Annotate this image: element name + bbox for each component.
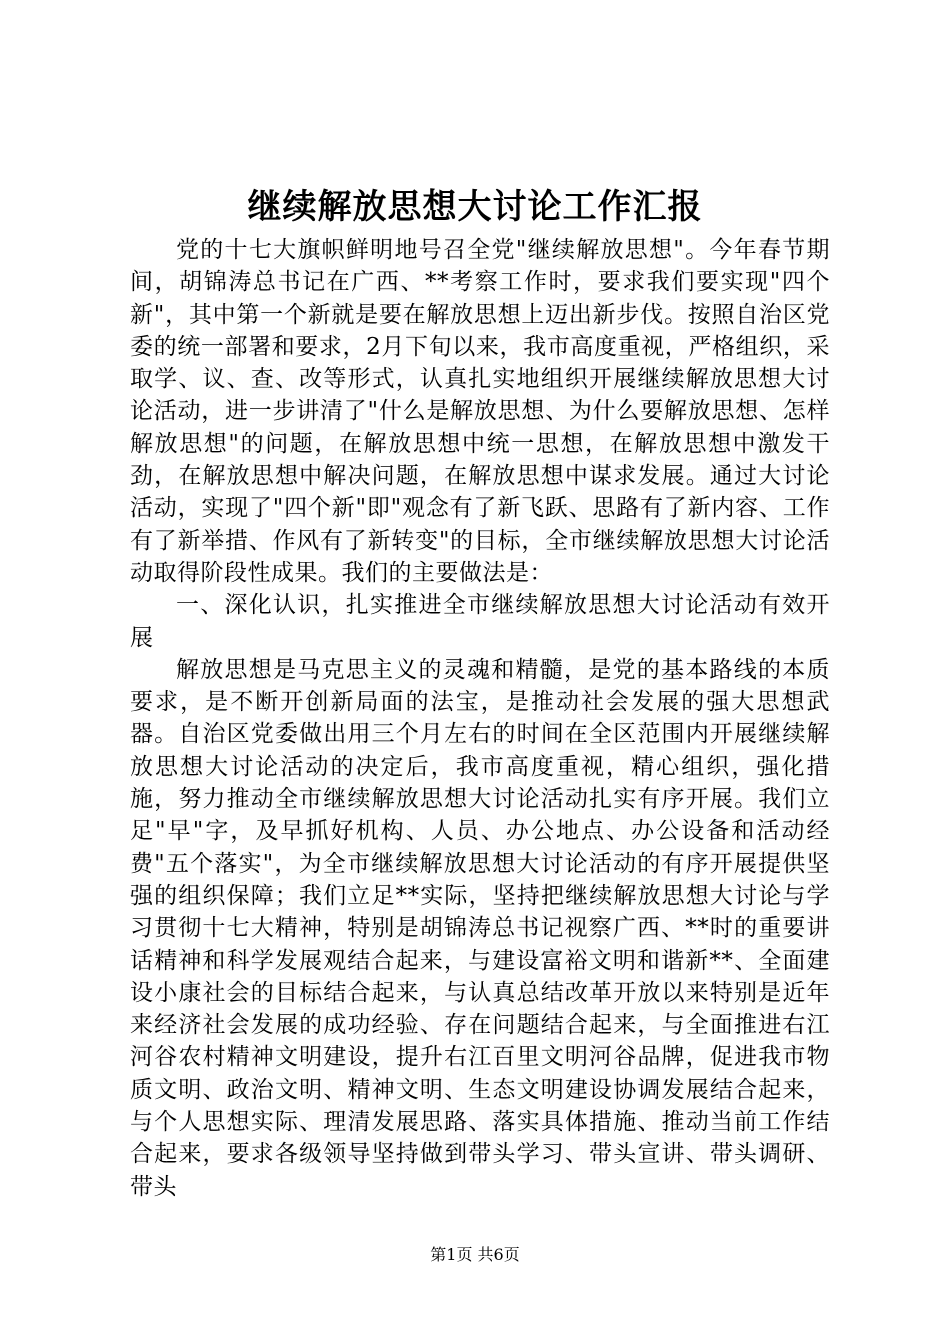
document-title: 继续解放思想大讨论工作汇报	[247, 187, 703, 227]
section-heading-1: 一、深化认识，扎实推进全市继续解放思想大讨论活动有效开展	[130, 592, 830, 651]
paragraph-section-1: 解放思想是马克思主义的灵魂和精髓，是党的基本路线的本质要求，是不断开创新局面的法宝，是推动社会发展的强大思想武器。自治区党委做出用三个月左右的时间在全区范围内开展继续解放思想大讨论活动的决定后，我市高度重视，精心组织，强化措施，努力推动全市继续解放思想大讨论活动扎实有序开展。我们立足"早"字，及早抓好机构、人员、办公地点、办公设备和活动经费"五个落实"，为全市继续解放思想大讨论活动的有序开展提供坚强的组织保障；我们立足**实际，坚持把继续解放思想大讨论与学习贯彻十七大精神，特别是胡锦涛总书记视察广西、**时的重要讲话精神和科学发展观结合起来，与建设富裕文明和谐新**、全面建设小康社会的目标结合起来，与认真总结改革开放以来特别是近年来经济社会发展的成功经验、存在问题结合起来，与全面推进右江河谷农村精神文明建设，提升右江百里文明河谷品牌，促进我市物质文明、政治文明、精神文明、生态文明建设协调发展结合起来，与个人思想实际、理清发展思路、落实具体措施、推动当前工作结合起来，要求各级领导坚持做到带头学习、带头宣讲、带头调研、带头	[130, 656, 830, 1200]
paragraph-intro: 党的十七大旗帜鲜明地号召全党"继续解放思想"。今年春节期间，胡锦涛总书记在广西、**考察工作时，要求我们要实现"四个新"，其中第一个新就是要在解放思想上迈出新步伐。按照自治区党委的统一部署和要求，2月下旬以来，我市高度重视，严格组织，采取学、议、查、改等形式，认真扎实地组织开展继续解放思想大讨论活动，进一步讲清了"什么是解放思想、为什么要解放思想、怎样解放思想"的问题，在解放思想中统一思想，在解放思想中激发干劲，在解放思想中解决问题，在解放思想中谋求发展。通过大讨论活动，实现了"四个新"即"观念有了新飞跃、思路有了新内容、工作有了新举措、作风有了新转变"的目标，全市继续解放思想大讨论活动取得阶段性成果。我们的主要做法是：	[130, 237, 830, 586]
page-number: 第1页 共6页	[430, 1245, 520, 1264]
document-body	[130, 234, 830, 1203]
